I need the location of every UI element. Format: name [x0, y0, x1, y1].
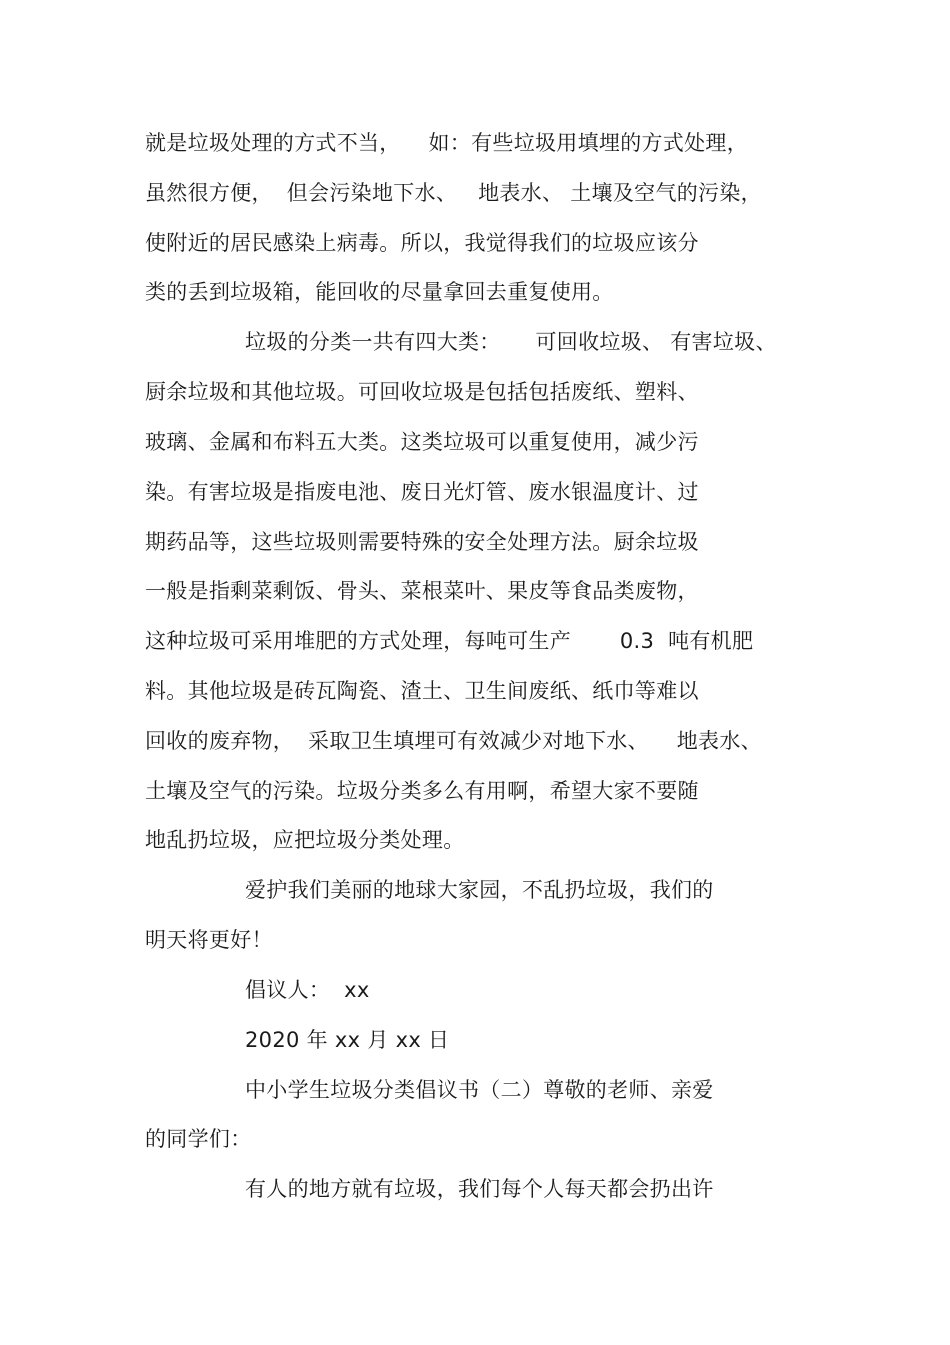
text-line: 虽然很方便， 但会污染地下水、 地表水、 土壤及空气的污染，	[145, 181, 762, 205]
text-line: 料。其他垃圾是砖瓦陶瓷、渣土、卫生间废纸、纸巾等难以	[145, 679, 699, 703]
section-title-line: 中小学生垃圾分类倡议书（二）尊敬的老师、亲爱	[245, 1078, 714, 1102]
text-line: 厨余垃圾和其他垃圾。可回收垃圾是包括包括废纸、塑料、	[145, 380, 699, 404]
text-line: 土壤及空气的污染。垃圾分类多么有用啊，希望大家不要随	[145, 779, 699, 803]
paragraph-start-line: 垃圾的分类一共有四大类： 可回收垃圾、 有害垃圾、	[245, 330, 777, 354]
text-line: 染。有害垃圾是指废电池、废日光灯管、废水银温度计、过	[145, 480, 699, 504]
text-line: 一般是指剩菜剩饭、骨头、菜根菜叶、果皮等食品类废物，	[145, 579, 699, 603]
text-line: 地乱扔垃圾，应把垃圾分类处理。	[145, 828, 465, 852]
text-line: 使附近的居民感染上病毒。所以，我觉得我们的垃圾应该分	[145, 231, 699, 255]
date-line: 2020 年 xx 月 xx 日	[245, 1028, 450, 1052]
text-line: 明天将更好！	[145, 928, 273, 952]
text-line: 就是垃圾处理的方式不当， 如：有些垃圾用填埋的方式处理，	[145, 131, 748, 155]
salutation-line: 的同学们：	[145, 1127, 252, 1151]
text-line: 期药品等，这些垃圾则需要特殊的安全处理方法。厨余垃圾	[145, 530, 699, 554]
text-line: 回收的废弃物， 采取卫生填埋可有效减少对地下水、 地表水、	[145, 729, 762, 753]
text-line: 玻璃、金属和布料五大类。这类垃圾可以重复使用，减少污	[145, 430, 699, 454]
paragraph-start-line: 有人的地方就有垃圾，我们每个人每天都会扔出许	[245, 1177, 714, 1201]
proposer-line: 倡议人： xx	[245, 978, 370, 1002]
text-line: 这种垃圾可采用堆肥的方式处理，每吨可生产 0.3 吨有机肥	[145, 629, 754, 653]
text-line: 类的丢到垃圾箱，能回收的尽量拿回去重复使用。	[145, 280, 614, 304]
paragraph-start-line: 爱护我们美丽的地球大家园，不乱扔垃圾，我们的	[245, 878, 714, 902]
